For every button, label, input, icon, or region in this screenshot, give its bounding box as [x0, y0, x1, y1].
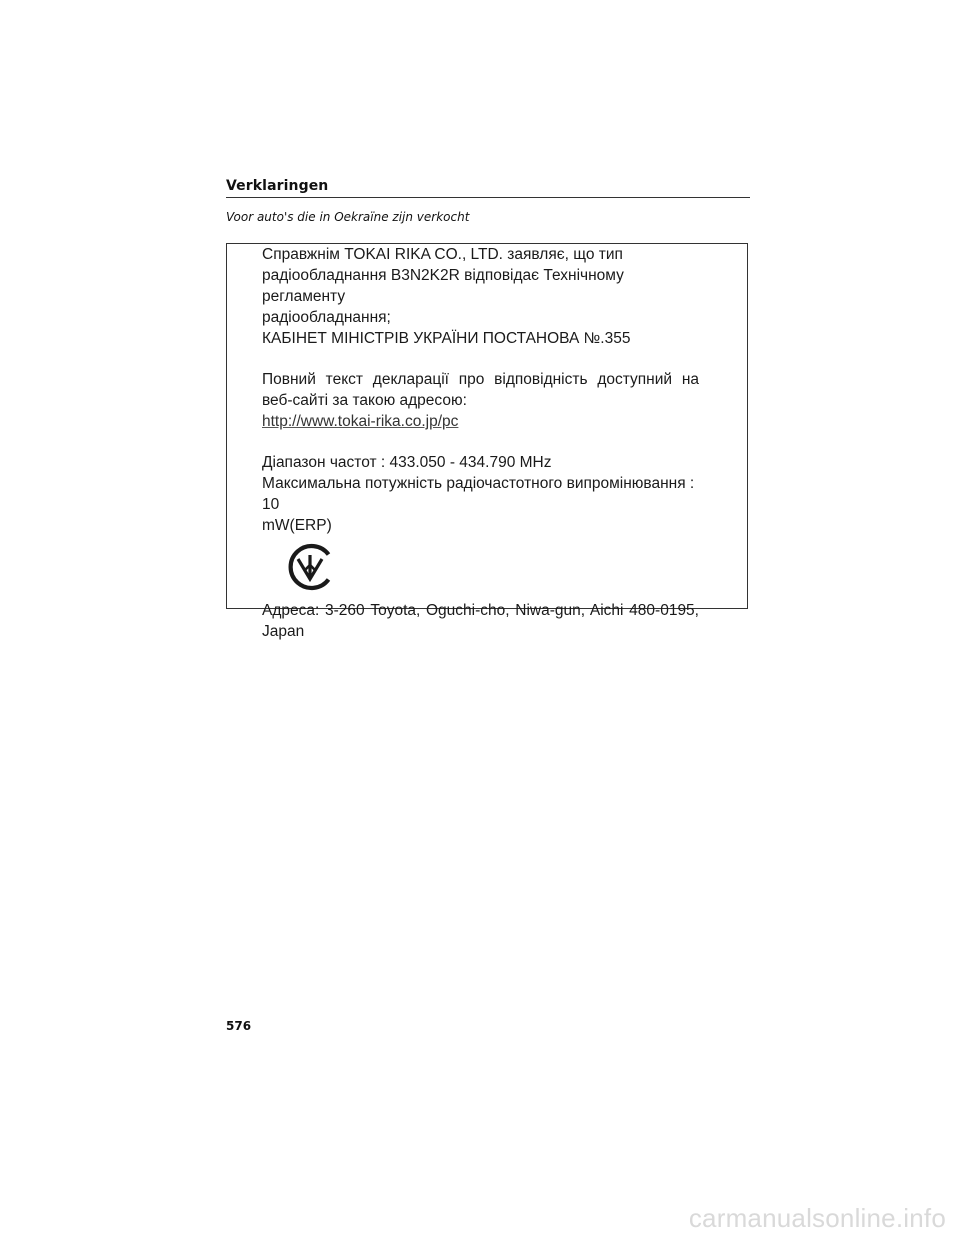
- section-subtitle: Voor auto's die in Oekraïne zijn verkocht: [226, 210, 470, 224]
- conformity-mark-icon: [284, 541, 336, 593]
- frequency-range: Діапазон частот : 433.050 - 434.790 MHz: [262, 454, 552, 471]
- power-line-1: Максимальна потужність радіочастотного випромінювання : 10: [262, 475, 695, 513]
- intro-paragraph: [262, 244, 699, 349]
- page-number: 576: [226, 1019, 252, 1033]
- declaration-body: [262, 244, 699, 642]
- address-line-1: Адреса: 3-260 Toyota, Oguchi-cho, Niwa-gun, Aichi 480-0195,: [262, 602, 699, 619]
- section-header: [226, 178, 750, 198]
- declaration-box: [226, 243, 748, 640]
- declaration-url-link[interactable]: http://www.tokai-rika.co.jp/pc: [262, 413, 459, 430]
- watermark: carmanualsonline.info: [688, 1203, 946, 1233]
- intro-line-2: радіообладнання B3N2K2R відповідає Технічному регламенту: [262, 267, 624, 305]
- ukrainian-conformity-mark: [262, 536, 699, 600]
- intro-line-1: Справжнім TOKAI RIKA CO., LTD. заявляє, що тип: [262, 246, 623, 263]
- fulltext-line-1: Повний текст декларації про відповідність доступний на: [262, 371, 699, 388]
- address-paragraph: [262, 600, 699, 642]
- fulltext-line-2: веб-сайті за такою адресою:: [262, 392, 467, 409]
- power-line-2: mW(ERP): [262, 517, 332, 534]
- specs-paragraph: [262, 452, 699, 536]
- intro-line-3: радіообладнання;: [262, 309, 391, 326]
- intro-line-4: КАБІНЕТ МІНІСТРІВ УКРАЇНИ ПОСТАНОВА №.355: [262, 330, 631, 347]
- fulltext-paragraph: [262, 369, 699, 432]
- address-line-2: Japan: [262, 623, 305, 640]
- section-title: Verklaringen: [226, 178, 329, 194]
